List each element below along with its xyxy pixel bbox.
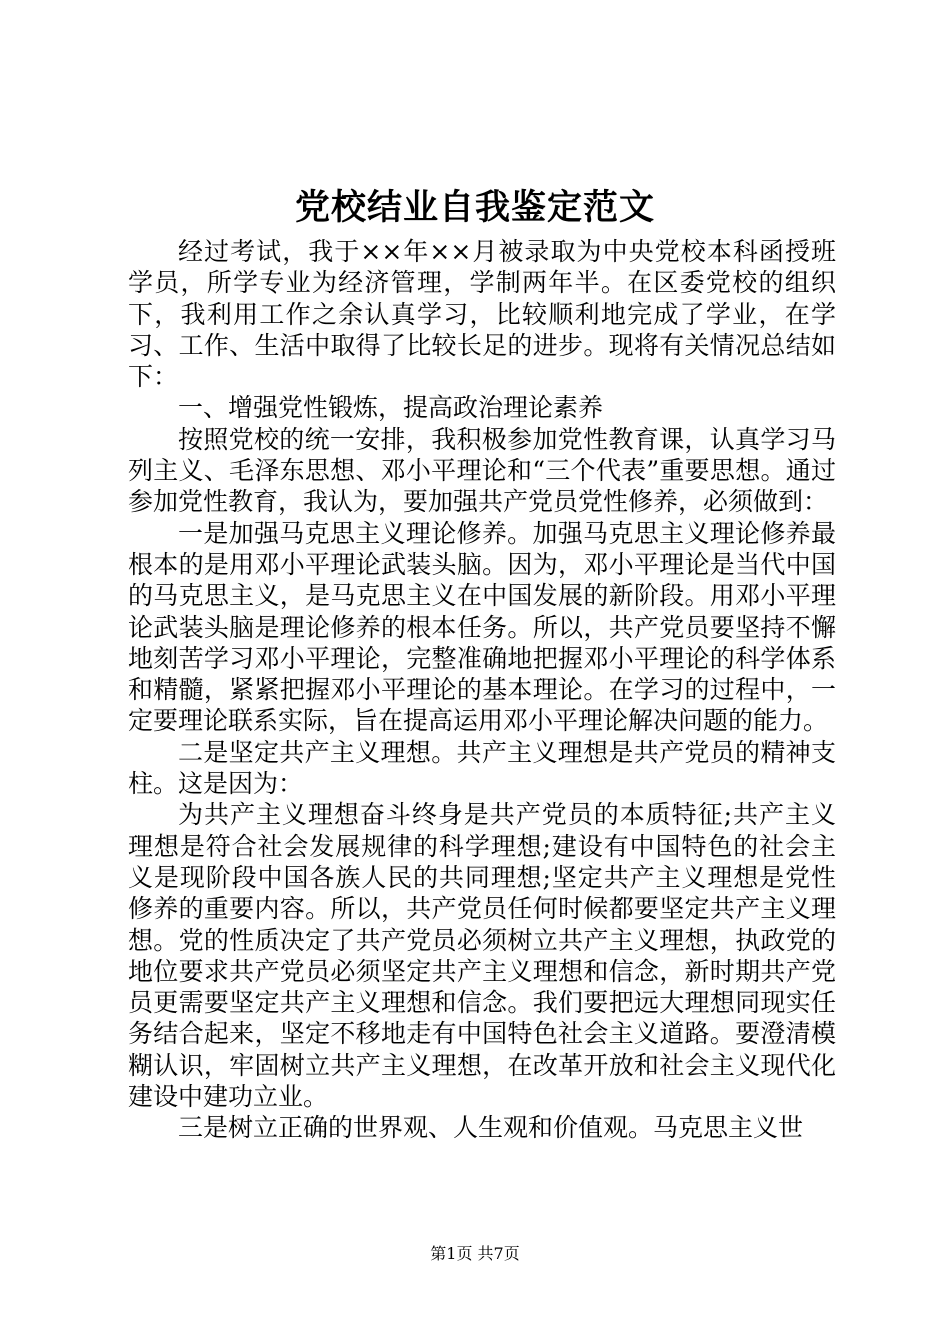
paragraph-point-3: 三是树立正确的世界观、人生观和价值观。马克思主义世	[178, 1113, 804, 1143]
page-number-footer: 第1页 共7页	[430, 1244, 520, 1263]
section-heading-1: 一、增强党性锻炼，提高政治理论素养	[178, 393, 604, 423]
paragraph-point-1: 一是加强马克思主义理论修养。加强马克思主义理论修养最根本的是用邓小平理论武装头脑。因为，邓小平理论是当代中国的马克思主义，是马克思主义在中国发展的新阶段。用邓小平理论武装头脑是理论修养的根本任务。所以，共产党员要坚持不懈地刻苦学习邓小平理论，完整准确地把握邓小平理论的科学体系和精髓，紧紧把握邓小平理论的基本理论。在学习的过程中，一定要理论联系实际，旨在提高运用邓小平理论解决问题的能力。	[128, 518, 836, 736]
paragraph-point-2: 二是坚定共产主义理想。共产主义理想是共产党员的精神支柱。这是因为：	[128, 737, 836, 799]
paragraph-communist-ideal: 为共产主义理想奋斗终身是共产党员的本质特征;共产主义理想是符合社会发展规律的科学理想;建设有中国特色的社会主义是现阶段中国各族人民的共同理想;坚定共产主义理想是党性修养的重要内容。所以，共产党员任何时候都要坚定共产主义理想。党的性质决定了共产党员必须树立共产主义理想，执政党的地位要求共产党员必须坚定共产主义理想和信念，新时期共产党员更需要坚定共产主义理想和信念。我们要把远大理想同现实任务结合起来，坚定不移地走有中国特色社会主义道路。要澄清模糊认识，牢固树立共产主义理想，在改革开放和社会主义现代化建设中建功立业。	[128, 800, 836, 1112]
document-title: 党校结业自我鉴定范文	[294, 187, 655, 228]
paragraph-intro: 经过考试，我于××年××月被录取为中央党校本科函授班学员，所学专业为经济管理，学制两年半。在区委党校的组织下，我利用工作之余认真学习，比较顺利地完成了学业，在学习、工作、生活中取得了比较长足的进步。现将有关情况总结如下：	[128, 237, 836, 392]
document-body	[128, 236, 836, 1144]
paragraph-party-education: 按照党校的统一安排，我积极参加党性教育课，认真学习马列主义、毛泽东思想、邓小平理论和“三个代表”重要思想。通过参加党性教育，我认为，要加强共产党员党性修养，必须做到：	[128, 424, 836, 517]
